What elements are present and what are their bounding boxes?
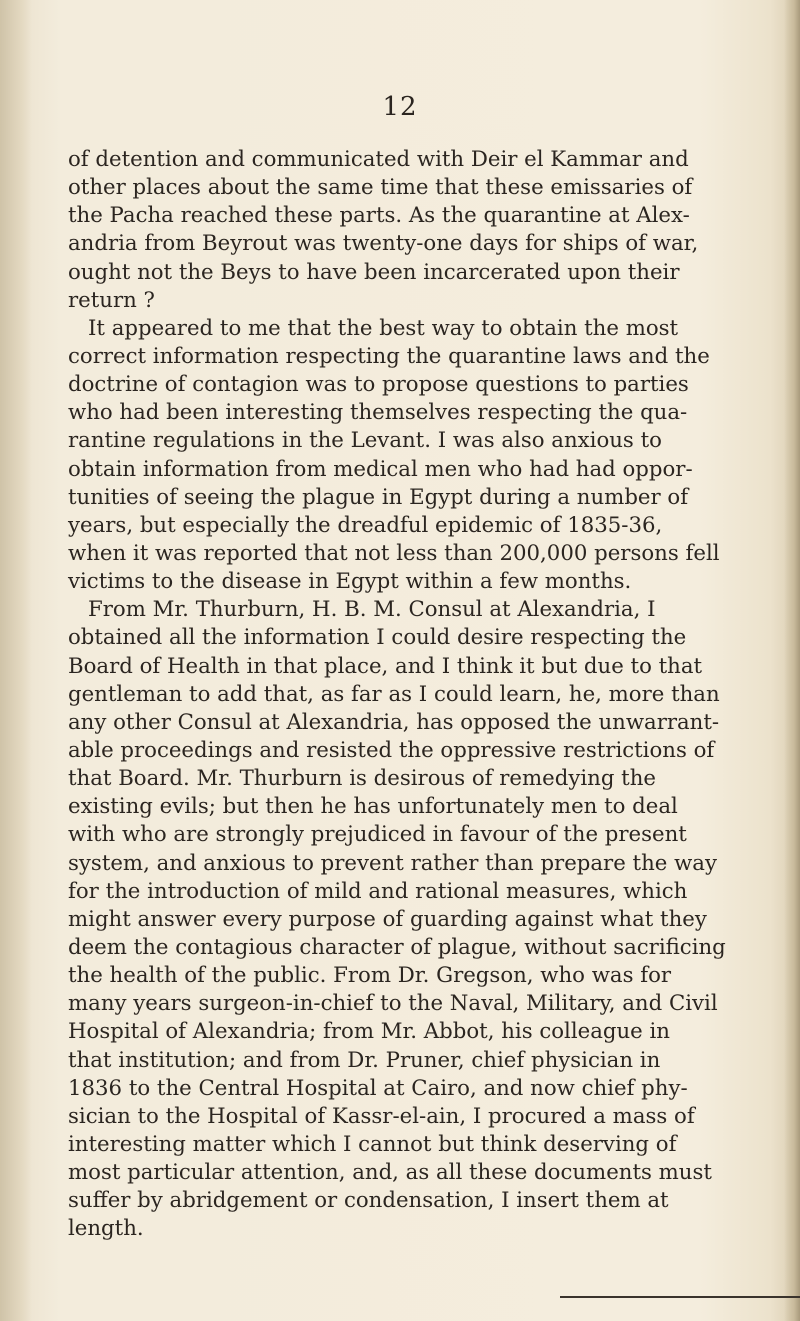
page-bottom-edge xyxy=(560,1296,800,1298)
text-line: years, but especially the dreadful epidemic of 1835-36, xyxy=(68,512,663,538)
text-line: other places about the same time that these emissaries of xyxy=(68,175,693,201)
text-line: might answer every purpose of guarding against what they xyxy=(68,906,707,932)
text-line: who had been interesting themselves respecting the qua- xyxy=(68,400,688,426)
page-gutter-shadow xyxy=(0,0,32,1321)
text-line: for the introduction of mild and rational measures, which xyxy=(68,878,688,904)
text-line: return ? xyxy=(68,287,155,313)
text-line: interesting matter which I cannot but think deserving of xyxy=(68,1131,677,1157)
text-line: the health of the public. From Dr. Gregson, who was for xyxy=(68,963,672,989)
text-line: most particular attention, and, as all these documents must xyxy=(68,1160,712,1186)
text-line: correct information respecting the quarantine laws and the xyxy=(68,343,710,369)
text-line: length. xyxy=(68,1216,144,1242)
text-line: Hospital of Alexandria; from Mr. Abbot, his colleague in xyxy=(68,1019,670,1045)
text-line: doctrine of contagion was to propose questions to parties xyxy=(68,372,689,398)
text-line: able proceedings and resisted the oppressive restrictions of xyxy=(68,737,715,763)
text-line: that Board. Mr. Thurburn is desirous of remedying the xyxy=(68,766,656,792)
text-line: It appeared to me that the best way to obtain the most xyxy=(88,315,679,341)
text-line: andria from Beyrout was twenty-one days for ships of war, xyxy=(68,231,699,257)
text-line: that institution; and from Dr. Pruner, chief physician in xyxy=(68,1047,661,1073)
text-line: sician to the Hospital of Kassr-el-ain, I procured a mass of xyxy=(68,1103,695,1129)
text-line: any other Consul at Alexandria, has opposed the unwarrant- xyxy=(68,709,720,735)
text-line: the Pacha reached these parts. As the quarantine at Alex- xyxy=(68,203,690,229)
text-line: with who are strongly prejudiced in favour of the present xyxy=(68,822,687,848)
text-line: tunities of seeing the plague in Egypt during a number of xyxy=(68,484,689,510)
text-line: Board of Health in that place, and I think it but due to that xyxy=(68,653,703,679)
text-line: many years surgeon-in-chief to the Naval, Military, and Civil xyxy=(68,991,718,1017)
text-line: system, and anxious to prevent rather than prepare the way xyxy=(68,850,717,876)
text-line: victims to the disease in Egypt within a few months. xyxy=(68,569,632,595)
text-line: existing evils; but then he has unfortunately men to deal xyxy=(68,794,678,820)
text-line: 1836 to the Central Hospital at Cairo, and now chief phy- xyxy=(68,1075,688,1101)
text-line: deem the contagious character of plague, without sacrificing xyxy=(68,934,726,960)
text-line: ought not the Beys to have been incarcerated upon their xyxy=(68,259,680,285)
page-number: 12 xyxy=(382,92,418,122)
text-line: of detention and communicated with Deir el Kammar and xyxy=(68,147,689,172)
text-line: gentleman to add that, as far as I could learn, he, more than xyxy=(68,681,720,707)
text-line: From Mr. Thurburn, H. B. M. Consul at Alexandria, I xyxy=(88,597,656,623)
text-line: obtained all the information I could desire respecting the xyxy=(68,625,687,651)
body-text xyxy=(68,146,788,1243)
text-line: obtain information from medical men who had had oppor- xyxy=(68,456,693,482)
text-line: when it was reported that not less than 200,000 persons fell xyxy=(68,540,720,566)
text-line: rantine regulations in the Levant. I was also anxious to xyxy=(68,428,662,454)
text-line: suffer by abridgement or condensation, I insert them at xyxy=(68,1188,669,1214)
